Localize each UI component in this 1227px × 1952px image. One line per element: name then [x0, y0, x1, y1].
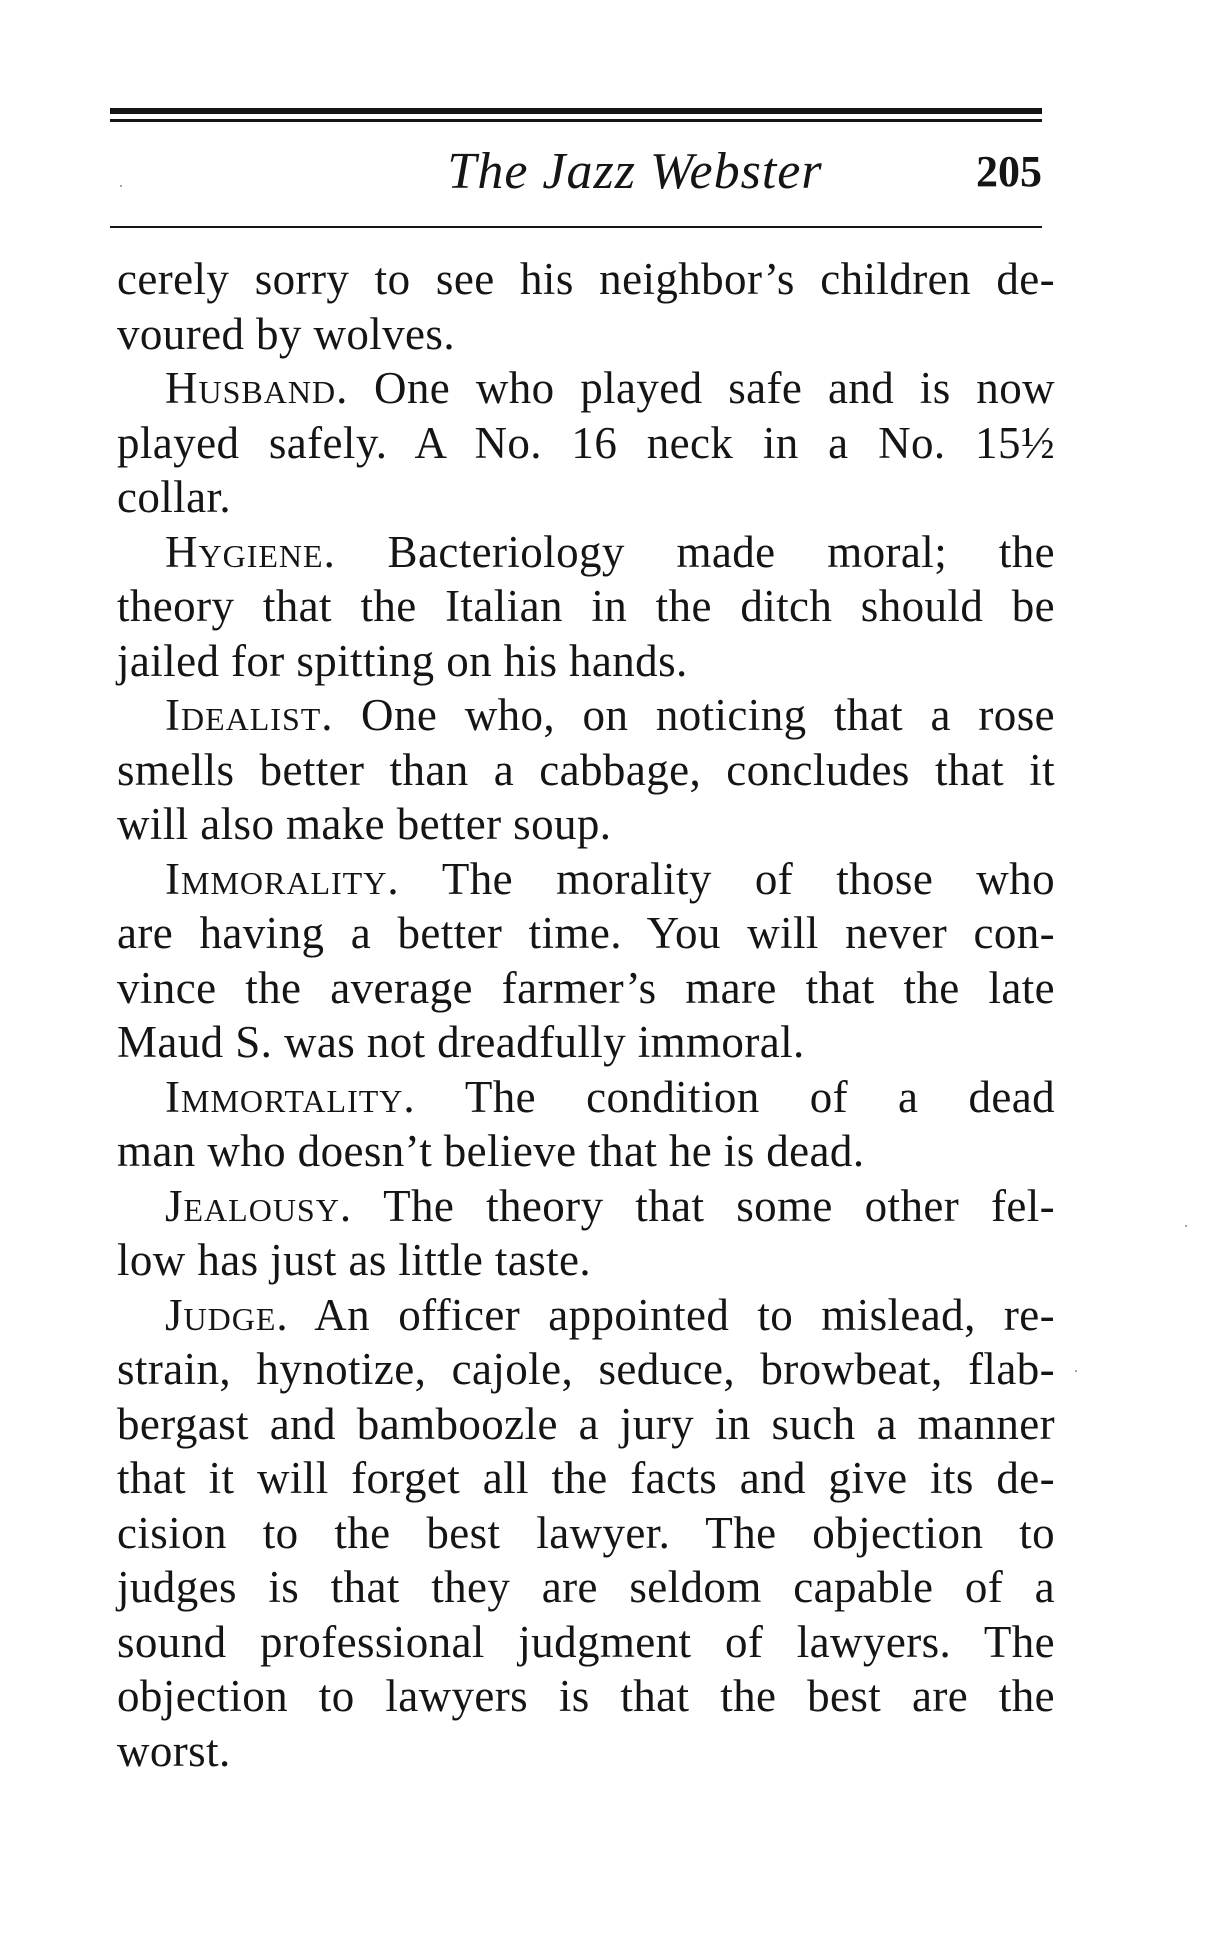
entry-headword: Jealousy.: [165, 1180, 353, 1231]
text-line: [117, 743, 1055, 798]
line-text: The theory that some other fel-: [352, 1180, 1055, 1231]
paper-speck: [120, 185, 122, 187]
dictionary-entries: [117, 252, 1055, 1778]
text-line: [117, 1397, 1055, 1452]
line-text: Bacteriology made moral; the: [335, 526, 1055, 577]
line-text: theory that the Italian in the ditch should be: [117, 581, 1055, 631]
entry-headword: Idealist.: [165, 690, 334, 740]
entry-first-line: [117, 525, 1055, 580]
running-title: The Jazz Webster: [447, 143, 823, 200]
text-line: [117, 579, 1055, 634]
entry-headword: Immorality.: [165, 853, 400, 904]
page-number: 205: [976, 147, 1042, 196]
line-text: collar.: [117, 472, 232, 522]
text-line: [117, 1724, 1055, 1779]
entry-first-line: [117, 1070, 1055, 1125]
running-header: [110, 132, 1042, 212]
entry-first-line: [117, 1179, 1055, 1234]
line-text: bergast and bamboozle a jury in such a manner: [117, 1398, 1055, 1449]
text-line: [117, 307, 1055, 362]
text-line: [117, 1124, 1055, 1179]
line-text: voured by wolves.: [117, 308, 455, 359]
line-text: sound professional judgment of lawyers. The: [117, 1616, 1055, 1667]
entry-headword: Husband.: [165, 363, 349, 413]
text-line: [117, 1451, 1055, 1506]
header-rule: [110, 226, 1042, 228]
line-text: cerely sorry to see his neighbor’s children de-: [117, 254, 1055, 304]
header-double-rule-bottom: [110, 119, 1042, 122]
text-line: [117, 797, 1055, 852]
line-text: An officer appointed to mislead, re-: [288, 1289, 1055, 1340]
entry-first-line: [117, 361, 1055, 416]
line-text: One who played safe and is now: [348, 363, 1055, 413]
text-line: [117, 416, 1055, 471]
text-line: [117, 906, 1055, 961]
header-double-rule-top: [110, 108, 1042, 114]
line-text: objection to lawyers is that the best are the: [117, 1671, 1055, 1721]
text-line: [117, 961, 1055, 1016]
text-line: [117, 1342, 1055, 1397]
paper-speck: [1185, 1225, 1187, 1227]
line-text: One who, on noticing that a rose: [333, 690, 1055, 740]
entry-headword: Hygiene.: [165, 526, 336, 577]
line-text: that it will forget all the facts and give its de-: [117, 1453, 1055, 1503]
line-text: played safely. A No. 16 neck in a No. 15½: [117, 417, 1055, 468]
entry-first-line: [117, 688, 1055, 743]
line-text: vince the average farmer’s mare that the late: [117, 962, 1055, 1013]
line-text: The morality of those who: [399, 853, 1055, 904]
line-text: low has just as little taste.: [117, 1235, 592, 1285]
text-line: [117, 1506, 1055, 1561]
line-text: will also make better soup.: [117, 799, 612, 849]
text-line: [117, 1233, 1055, 1288]
line-text: jailed for spitting on his hands.: [117, 635, 688, 686]
line-text: worst.: [117, 1725, 231, 1776]
entry-headword: Judge.: [165, 1289, 289, 1340]
entry-headword: Immortality.: [165, 1071, 416, 1122]
entry-first-line: [117, 852, 1055, 907]
line-text: smells better than a cabbage, concludes that it: [117, 744, 1055, 795]
text-line: [117, 470, 1055, 525]
line-text: cision to the best lawyer. The objection to: [117, 1507, 1055, 1558]
line-text: strain, hynotize, cajole, seduce, browbeat, flab-: [117, 1344, 1055, 1394]
line-text: Maud S. was not dreadfully immoral.: [117, 1017, 805, 1067]
text-line: [117, 1615, 1055, 1670]
paper-speck: [1075, 1370, 1077, 1372]
entry-first-line: [117, 1288, 1055, 1343]
text-line: [117, 1669, 1055, 1724]
line-text: are having a better time. You will never con-: [117, 908, 1055, 958]
text-line: [117, 1015, 1055, 1070]
text-line: [117, 1560, 1055, 1615]
text-line: [117, 634, 1055, 689]
line-text: judges is that they are seldom capable of a: [117, 1562, 1055, 1612]
line-text: The condition of a dead: [415, 1071, 1055, 1122]
text-line: [117, 252, 1055, 307]
line-text: man who doesn’t believe that he is dead.: [117, 1126, 865, 1176]
